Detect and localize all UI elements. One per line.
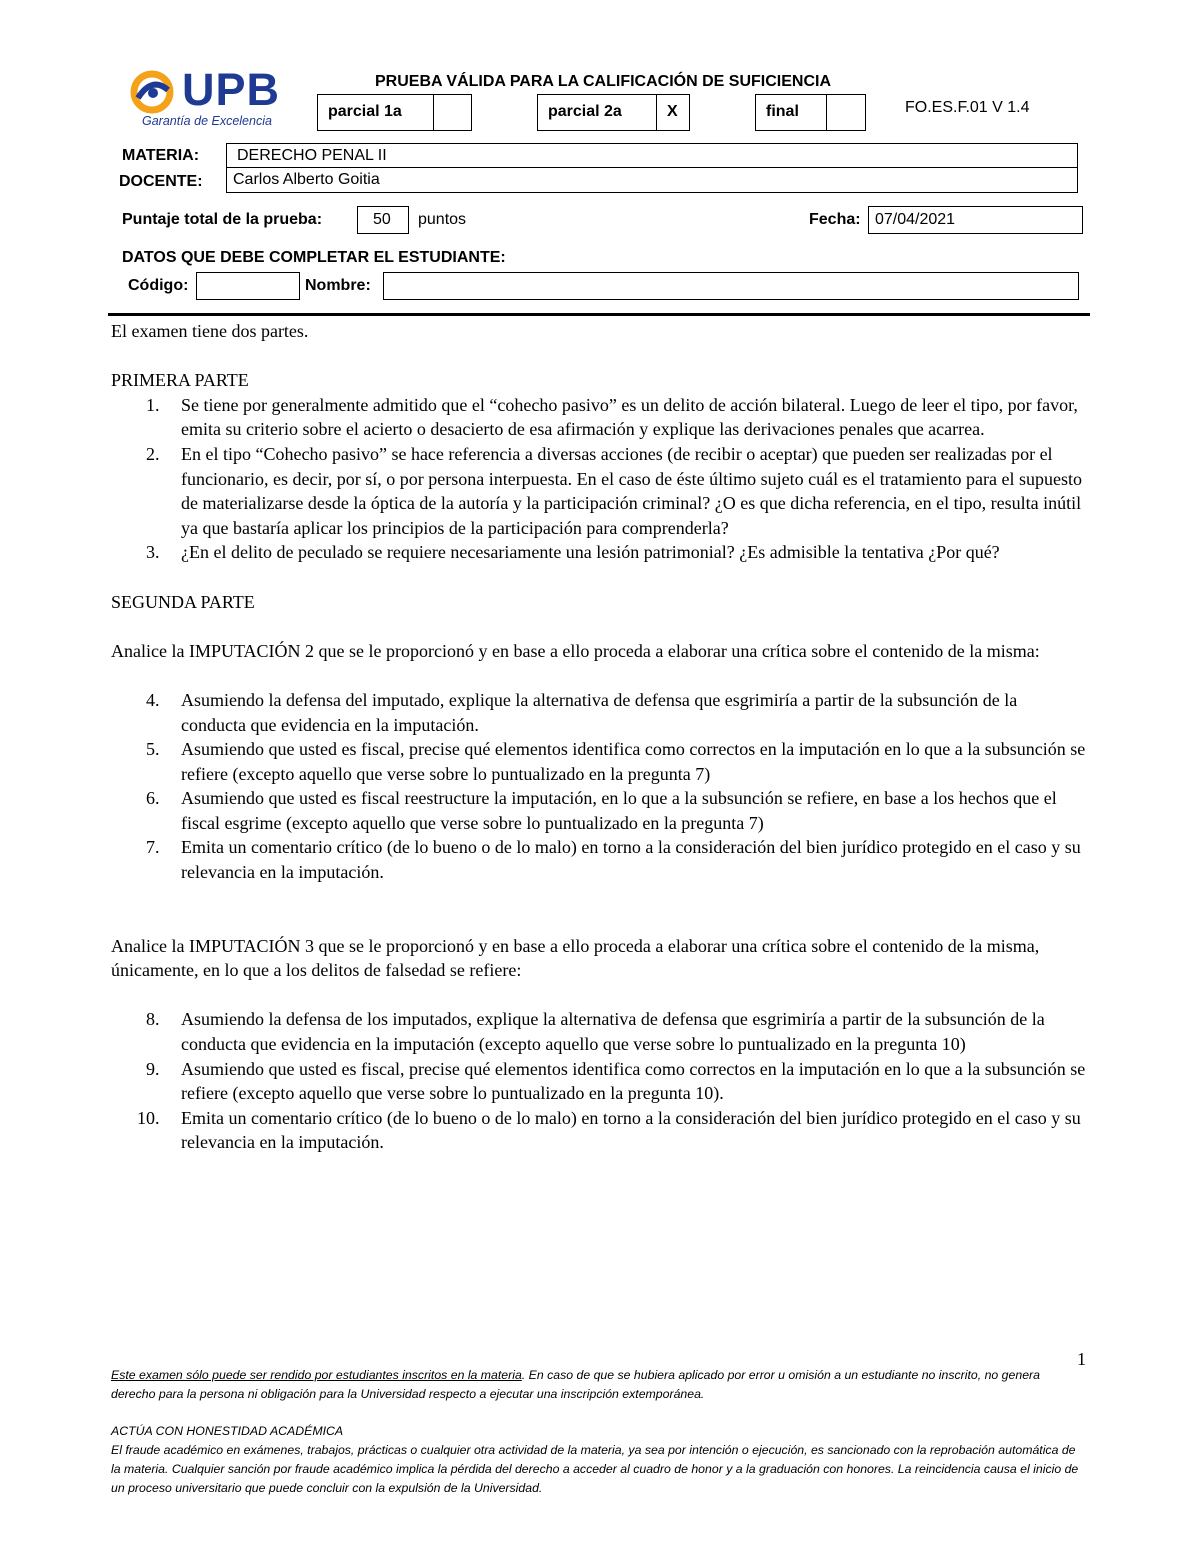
question-text: Emita un comentario crítico (de lo bueno o de lo malo) en torno a la consideración del bien jurídico protegido en el caso y su relevancia en la imputación. xyxy=(181,837,1081,883)
puntaje-unit: puntos xyxy=(418,211,467,228)
docente-field: Carlos Alberto Goitia xyxy=(226,167,1078,193)
materia-label: MATERIA: xyxy=(122,147,200,164)
question-item: 5. Asumiendo que usted es fiscal, precise qué elementos identifica como correctos en la imputación en lo que a la subsunción se refiere (excepto aquello que verse sobre lo puntualizado en la pregunta 7) xyxy=(146,739,1086,784)
divider xyxy=(108,313,1090,316)
puntaje-field: 50 xyxy=(357,206,409,234)
option-label: final xyxy=(766,103,799,120)
logo-tagline: Garantía de Excelencia xyxy=(142,114,272,128)
part2-title: SEGUNDA PARTE xyxy=(111,591,255,612)
nombre-label: Nombre: xyxy=(305,277,371,294)
honesty-title: ACTÚA CON HONESTIDAD ACADÉMICA xyxy=(111,1424,344,1438)
page-title: PRUEBA VÁLIDA PARA LA CALIFICACIÓN DE SUFICIENCIA xyxy=(375,73,831,90)
option-mark-box[interactable] xyxy=(826,94,866,131)
fecha-label: Fecha: xyxy=(809,211,861,228)
option-label: parcial 1a xyxy=(328,103,402,120)
upb-swirl-icon xyxy=(128,70,180,114)
page-number: 1 xyxy=(1077,1349,1086,1369)
question-item: 9. Asumiendo que usted es fiscal, precise qué elementos identifica como correctos en la imputación en lo que a la subsunción se refiere (excepto aquello que verse sobre lo puntualizado en la pregunta 10). xyxy=(146,1058,1086,1104)
imputacion3-intro: Analice la IMPUTACIÓN 3 que se le proporcionó y en base a ello proceda a elaborar una crítica sobre el contenido de la misma, únicamente, en lo que a los delitos de falsedad se refiere: xyxy=(111,935,1040,981)
question-item: 1. Se tiene por generalmente admitido que el “cohecho pasivo” es un delito de acción bilateral. Luego de leer el tipo, por favor, emita su criterio sobre el acierto o desacierto de esa afirmación y explique las derivaciones penales que acarrea. xyxy=(146,394,1078,440)
nombre-input[interactable] xyxy=(383,272,1079,300)
question-text: Asumiendo que usted es fiscal, precise qué elementos identifica como correctos en la imputación en lo que a la subsunción se refiere (excepto aquello que verse sobre lo puntualizado en la pregunta 7) xyxy=(181,739,1086,784)
question-text: Se tiene por generalmente admitido que el “cohecho pasivo” es un delito de acción bilateral. Luego de leer el tipo, por favor, emita su criterio sobre el acierto o desacierto de esa afirmación y explique las derivaciones penales que acarrea. xyxy=(181,394,1078,440)
codigo-input[interactable] xyxy=(196,272,300,300)
question-item: 8. Asumiendo la defensa de los imputados, explique la alternativa de defensa que esgrimiría a partir de la subsunción de la conducta que evidencia en la imputación (excepto aquello que verse sobre lo puntualizado en la pregunta 10) xyxy=(146,1009,1045,1055)
upb-logo xyxy=(128,64,298,132)
question-item: 6. Asumiendo que usted es fiscal reestructure la imputación, en lo que a la subsunción se refiere, en base a los hechos que el fiscal esgrime (excepto aquello que verse sobre lo puntualizado en la pregunta 7) xyxy=(146,788,1057,833)
materia-field: DERECHO PENAL II xyxy=(226,143,1078,168)
puntaje-label: Puntaje total de la prueba: xyxy=(122,211,323,228)
notice-underlined: Este examen sólo puede ser rendido por estudiantes inscritos en la materia xyxy=(111,1368,522,1382)
part1-title: PRIMERA PARTE xyxy=(111,370,249,391)
intro-text: El examen tiene dos partes. xyxy=(111,321,309,341)
exam-body xyxy=(111,319,1086,1155)
imputacion2-intro: Analice la IMPUTACIÓN 2 que se le proporcionó y en base a ello proceda a elaborar una crítica sobre el contenido de la misma: xyxy=(111,640,1040,661)
student-heading: DATOS QUE DEBE COMPLETAR EL ESTUDIANTE: xyxy=(122,249,506,266)
docente-label: DOCENTE: xyxy=(119,173,203,190)
option-mark-box[interactable] xyxy=(656,94,690,131)
question-text: Asumiendo que usted es fiscal reestructure la imputación, en lo que a la subsunción se refiere, en base a los hechos que el fiscal esgrime (excepto aquello que verse sobre lo puntualizado en la pregunta 7) xyxy=(181,788,1057,833)
codigo-label: Código: xyxy=(128,277,189,294)
logo-text: UPB xyxy=(182,64,281,115)
doc-code: FO.ES.F.01 V 1.4 xyxy=(905,99,1030,116)
question-item: 10. Emita un comentario crítico (de lo bueno o de lo malo) en torno a la consideración del bien jurídico protegido en el caso y su relevancia en la imputación. xyxy=(137,1107,1081,1153)
question-text: Emita un comentario crítico (de lo bueno o de lo malo) en torno a la consideración del bien jurídico protegido en el caso y su relevancia en la imputación. xyxy=(181,1107,1081,1153)
option-mark: X xyxy=(667,103,678,120)
question-text: En el tipo “Cohecho pasivo” se hace referencia a diversas acciones (de recibir o aceptar) que pueden ser realizadas por el funcionario, es decir, por sí, o por persona interpuesta. En el caso de éste último sujeto cuál es el tratamiento para el supuesto de materializarse desde la óptica de la autoría y la participación criminal? ¿O es que dicha referencia, en el tipo, resulta inútil ya que bastaría aplicar los principios de la participación para comprenderla? xyxy=(181,443,1082,538)
fecha-field: 07/04/2021 xyxy=(868,206,1083,234)
notice-rest: . En caso de que se hubiera aplicado por error u omisión a un estudiante no inscrito, no genera derecho para la persona ni obligación para la Universidad respecto a ejecutar una inscripción extemporánea. xyxy=(111,1368,1040,1401)
question-item: 4. Asumiendo la defensa del imputado, explique la alternativa de defensa que esgrimiría a partir de la subsunción de la conducta que evidencia en la imputación. xyxy=(146,689,1018,735)
question-text: Asumiendo la defensa de los imputados, explique la alternativa de defensa que esgrimiría a partir de la subsunción de la conducta que evidencia en la imputación (excepto aquello que verse sobre lo puntualizado en la pregunta 10) xyxy=(181,1009,1045,1055)
question-text: Asumiendo que usted es fiscal, precise qué elementos identifica como correctos en la imputación en lo que a la subsunción se refiere (excepto aquello que verse sobre lo puntualizado en la pregunta 10). xyxy=(181,1058,1086,1104)
question-item: 3. ¿En el delito de peculado se requiere necesariamente una lesión patrimonial? ¿Es admisible la tentativa ¿Por qué? xyxy=(146,542,1000,563)
question-text: ¿En el delito de peculado se requiere necesariamente una lesión patrimonial? ¿Es admisible la tentativa ¿Por qué? xyxy=(181,542,1000,563)
option-mark-box[interactable] xyxy=(433,94,472,131)
honesty-text: El fraude académico en exámenes, trabajos, prácticas o cualquier otra actividad de la materia, ya sea por intención o ejecución, es sancionado con la reprobación automática de la materia. Cualquier sanción por fraude académico implica la pérdida del derecho a acceder al cuadro de honor y a la graduación con honores. La reincidencia causa el inicio de un proceso universitario que puede concluir con la expulsión de la Universidad. xyxy=(111,1443,1079,1495)
option-label: parcial 2a xyxy=(548,103,622,120)
question-item: 2. En el tipo “Cohecho pasivo” se hace referencia a diversas acciones (de recibir o aceptar) que pueden ser realizadas por el funcionario, es decir, por sí, o por persona interpuesta. En el caso de éste último sujeto cuál es el tratamiento para el supuesto de materializarse desde la óptica de la autoría y la participación criminal? ¿O es que dicha referencia, en el tipo, resulta inútil ya que bastaría aplicar los principios de la participación para comprenderla? xyxy=(146,443,1082,538)
exam-notice xyxy=(111,1366,1086,1404)
question-text: Asumiendo la defensa del imputado, explique la alternativa de defensa que esgrimiría a partir de la subsunción de la conducta que evidencia en la imputación. xyxy=(181,689,1018,735)
question-item: 7. Emita un comentario crítico (de lo bueno o de lo malo) en torno a la consideración del bien jurídico protegido en el caso y su relevancia en la imputación. xyxy=(146,837,1081,883)
